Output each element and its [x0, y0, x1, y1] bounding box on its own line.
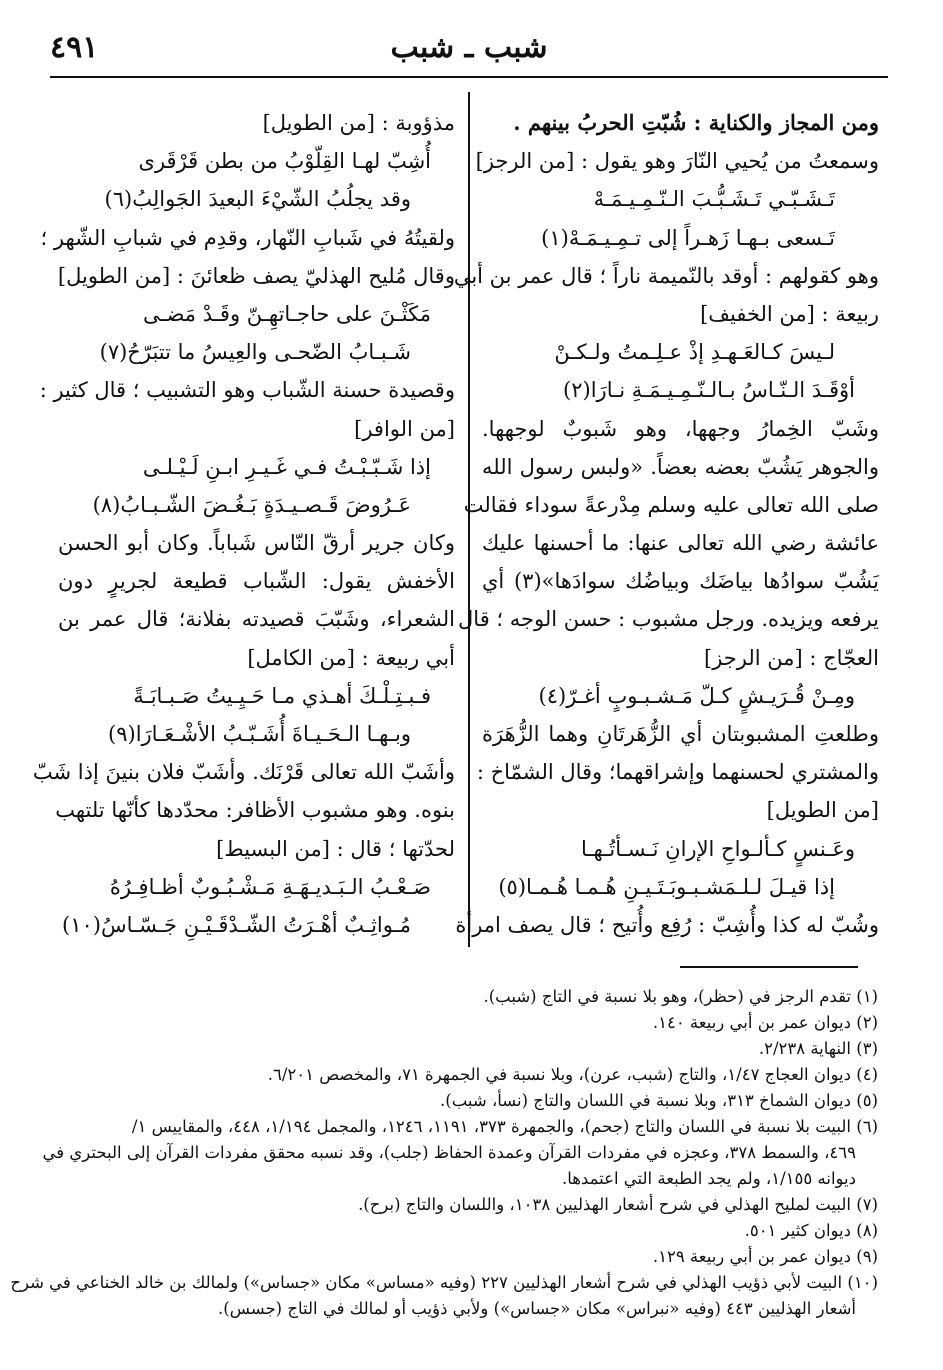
- footnote: (٨) ديوان كثير ٥٠١.: [744, 1221, 878, 1240]
- verse-line: عَـرُوضَ قَـصـيـدَةٍ بَـغُـضَ الشّـبـابُ(٨): [92, 492, 411, 517]
- right-column: [453, 104, 879, 944]
- text-line: وشَبّ الخِمارُ وجهها، وهو شَبوبٌ لوجهها.: [482, 416, 879, 441]
- header-rule: [50, 76, 888, 78]
- text-line: وسمعتُ من يُحيي النّارَ وهو يقول : [من الرجز]: [475, 149, 879, 174]
- footnote-rule: [680, 966, 858, 968]
- text-line: الأخفش يقول: الشّباب قطيعة لجريرٍ دون: [58, 569, 455, 594]
- text-line: أبي ربيعة : [من الكامل]: [247, 645, 455, 670]
- text-line: وقصيدة حسنة الشّباب وهو التشبيب ؛ قال كثير :: [39, 378, 455, 403]
- verse-line: وقد يجلُبُ الشّيْءَ البعيدَ الجَوالِبُ(٦): [104, 187, 411, 212]
- left-column: [32, 104, 455, 944]
- footnote: (١) تقدم الرجز في (حظر)، وهو بلا نسبة في التاج (شبب).: [483, 987, 878, 1006]
- text-line: [من الطويل]: [766, 798, 879, 823]
- text-line: يَشُبّ سوادُها بياضَك وبياضُك سوادَها»(٣) أي: [482, 569, 879, 594]
- text-line: الشعراء، وشَبّبَ قصيدته بفلانة؛ قال عمر بن: [58, 607, 455, 632]
- verse-line: تَـشَـبّـي تَـشَـبُّـبَ الـنّـمِـيـمَـهْ: [593, 187, 835, 212]
- text-line: والجوهر يَشُبّ بعضه بعضاً. «ولبس رسول الله: [482, 454, 879, 479]
- text-line: ربيعة : [من الخفيف]: [700, 301, 879, 326]
- running-title: شبب ـ شبب: [390, 30, 548, 65]
- footnote: (٩) ديوان عمر بن أبي ربيعة ١٢٩.: [652, 1247, 878, 1266]
- text-line: يرفعه ويزيده. ورجل مشبوب : حسن الوجه ؛ قال: [458, 607, 879, 632]
- text-line: ولقيتُهُ في شَبابِ النّهار، وقدِم في شبابِ الشّهر ؛: [40, 225, 455, 250]
- verse-line: تَـسعى بـهـا زَهـراً إلى تـمِـيـمَـهْ(١): [541, 225, 835, 250]
- text-line: مذؤوبة : [من الطويل]: [262, 111, 455, 135]
- verse-line: مَكَثْـنَ على حاجـاتهِـنّ وقَـدْ مَضـى: [142, 301, 431, 326]
- footnote: (٢) ديوان عمر بن أبي ربيعة ١٤٠.: [652, 1013, 878, 1032]
- footnote: (٤) ديوان العجاج ١/٤٧، والتاج (شبب، عرن)، وبلا نسبة في الجمهرة ٧١، والمخصص ٦/٢٠١.: [267, 1065, 878, 1084]
- verse-line: أوْقَـدَ الـنّـاسُ بـالـنّـمِـيـمَـةِ نـارَا(٢): [563, 378, 855, 403]
- verse-line: لـيسَ كـالعَـهـدِ إذْ عـلِـمتُ ولـكـنْ: [554, 340, 835, 365]
- footnote: (٣) النهاية ٢/٢٣٨.: [758, 1039, 878, 1058]
- text-line: بنوه. وهو مشبوب الأظافر: محدّدها كأنّها تلتهب: [55, 798, 455, 823]
- text-line: وطلعتِ المشبوبتان أي الزُّهَرتَانِ وهما الزُّهَرَة: [482, 722, 879, 746]
- text-line: ومن المجاز والكناية : شُبّتِ الحربُ بينهم .: [513, 110, 879, 135]
- verse-line: إذا شَـبّـبْـتُ فـي غَـيـرِ ابـنِ لَـيْـلـى: [142, 454, 431, 479]
- footnote-continuation: ٤٦٩، والسمط ٣٧٨، وعجزه في مفردات القرآن وعمدة الحفاظ (جلب)، وقد نسبه محقق مفردات القرآن إلى البحتري في: [42, 1143, 856, 1162]
- text-line: وكان جرير أرقّ النّاس شَباباً. وكان أبو الحسن: [58, 531, 455, 556]
- text-line: والمشتري لحسنهما وإشراقهما؛ وقال الشمّاخ :: [476, 760, 879, 785]
- page-header: [50, 28, 888, 78]
- verse-line: إذا قيـلَ لـلـمَشـبـوبَـتَـيـنِ هُـمـا هُـمـا(٥): [498, 874, 835, 899]
- footnotes: [10, 984, 878, 1322]
- text-line: وشُبّ له كذا وأُشِبّ : رُفِع وأُتيح ؛ قال يصف امرأة: [455, 912, 879, 937]
- verse-line: وعَـنسٍ كـألـواحِ الإرانِ نَـسـأتُـهـا: [580, 836, 855, 861]
- text-line: عائشة رضي الله تعالى عنها: ما أحسنها عليك: [482, 531, 879, 556]
- text-line: [من الوافر]: [354, 416, 455, 441]
- verse-line: شَـبـابُ الضّحـى والعِيسُ ما تتبَرّحُ(٧): [99, 340, 411, 365]
- text-line: العجّاج : [من الرجز]: [704, 645, 879, 670]
- verse-line: وبـهـا الـحَـيـاةَ أُشَـبّـبُ الأشْـعَـارَا(٩): [108, 722, 411, 746]
- text-line: وهو كقولهم : أوقد بالنّميمة ناراً ؛ قال عمر بن أبي: [453, 263, 879, 288]
- footnote-continuation: ديوانه ١/١٥٥، ولم يجد الطبعة التي اعتمدها.: [561, 1169, 856, 1188]
- footnote: (١٠) البيت لأبي ذؤيب الهذلي في شرح أشعار الهذليين ٢٢٧ (وفيه «مساس» مكان «جساس») ولمالك بن خالد الخناعي في شرح: [10, 1273, 878, 1292]
- footnote: (٦) البيت بلا نسبة في اللسان والتاج (جحم)، والجمهرة ٣٧٣، ١١٩١، ١٢٤٦، والمجمل ١/١٩٤، ٤٤٨، والمقاييس ١/: [131, 1117, 878, 1136]
- verse-line: أُشِبّ لهـا القِلّوْبُ من بطن قَرْقَرى: [138, 149, 431, 174]
- footnote-continuation: أشعار الهذليين ٤٤٣ (وفيه «نبراس» مكان «جساس») ولأبي ذؤيب أو لمالك في التاج (جسس).: [218, 1299, 856, 1318]
- verse-line: صَـعْـبُ الـبَـديـهَـةِ مَـشْـبُـوبٌ أظـافِـرُهُ: [109, 874, 431, 899]
- footnote: (٥) ديوان الشماخ ٣١٣، وبلا نسبة في اللسان والتاج (نسأ، شبب).: [440, 1091, 878, 1110]
- verse-line: ومِـنْ قُـرَيـشٍ كـلّ مَـشـبـوبٍ أغـرّ(٤): [538, 683, 855, 708]
- text-line: وقال مُليح الهذليّ يصف ظعائنَ : [من الطويل]: [57, 263, 455, 288]
- text-line: صلى الله تعالى عليه وسلم مِدْرعةً سوداء فقالت: [463, 492, 879, 517]
- text-line: لحدّتها ؛ قال : [من البسيط]: [216, 836, 455, 861]
- verse-line: مُـواثِـبٌ أهْـرَتُ الشّـدْقَـيْـنِ جَـسّـاسُ(١٠): [62, 912, 411, 937]
- footnote: (٧) البيت لمليح الهذلي في شرح أشعار الهذليين ١٠٣٨، واللسان والتاج (برح).: [358, 1195, 878, 1214]
- text-line: وأشَبّ الله تعالى قَرْنَك. وأشَبّ فلان بنينَ إذا شَبّ: [32, 760, 455, 785]
- page-number: ٤٩١: [50, 30, 99, 65]
- verse-line: فـبـتِـلْـكَ أهـذي مـا حَـيِـيتُ صَـبـابَـةً: [133, 683, 431, 708]
